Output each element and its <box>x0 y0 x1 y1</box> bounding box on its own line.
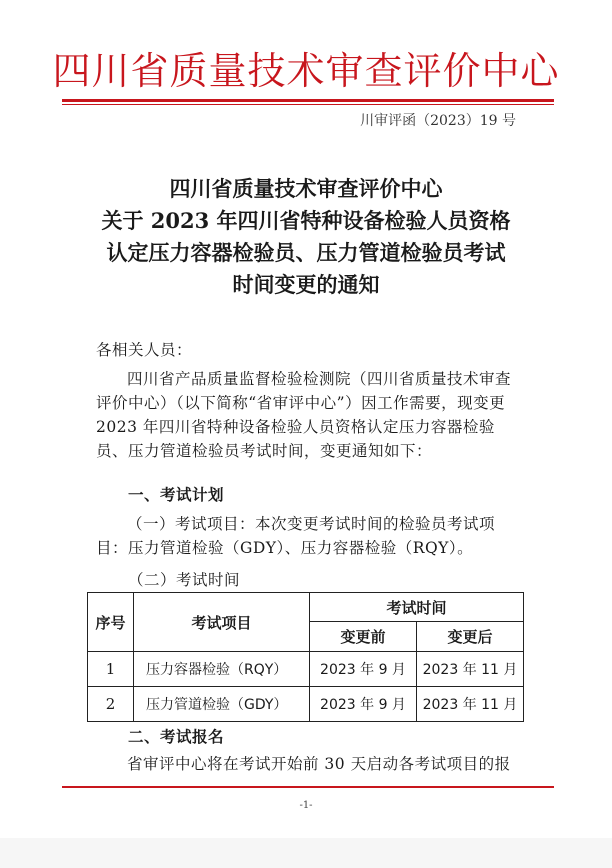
exam-schedule-table <box>87 592 524 722</box>
title-line-3: 认定压力容器检验员、压力管道检验员考试 <box>106 240 506 265</box>
row-after-date: 2023 年 11 月 <box>417 687 524 722</box>
scan-bottom-margin <box>0 838 612 868</box>
exam-time-subheading: （二）考试时间 <box>128 571 241 589</box>
document-number: 川审评函（2023）19 号 <box>360 113 516 129</box>
organization-letterhead: 四川省质量技术审查评价中心 <box>52 49 560 93</box>
row-before-date: 2023 年 9 月 <box>310 652 417 687</box>
title-line-2: 关于 2023 年四川省特种设备检验人员资格 <box>101 208 511 233</box>
header-before-change: 变更前 <box>310 622 417 652</box>
row-before-date: 2023 年 9 月 <box>310 687 417 722</box>
header-exam-item: 考试项目 <box>134 593 310 652</box>
title-line-4: 时间变更的通知 <box>232 272 380 297</box>
notice-title <box>0 173 612 301</box>
title-line-1: 四川省质量技术审查评价中心 <box>169 176 443 201</box>
row-exam-item: 压力容器检验（RQY） <box>134 652 310 687</box>
intro-paragraph-text: 四川省产品质量监督检验检测院（四川省质量技术审查评价中心）（以下简称“省审评中心”）因工作需要，现变更 2023 年四川省特种设备检验人员资格认定压力容器检验员、压力管道检验员考试时间，变更通知如下： <box>96 370 512 460</box>
header-after-change: 变更后 <box>417 622 524 652</box>
section-heading-registration: 二、考试报名 <box>128 727 225 746</box>
section-heading-exam-plan: 一、考试计划 <box>128 485 225 504</box>
row-exam-item: 压力管道检验（GDY） <box>134 687 310 722</box>
header-index: 序号 <box>88 593 134 652</box>
table-header-row <box>88 593 524 622</box>
intro-paragraph <box>96 367 524 463</box>
row-after-date: 2023 年 11 月 <box>417 652 524 687</box>
letterhead-rule-thin <box>62 104 554 105</box>
letterhead-rule-thick <box>62 99 554 102</box>
row-index: 2 <box>88 687 134 722</box>
table-row <box>88 687 524 722</box>
page-number: -1- <box>299 800 313 811</box>
exam-items-paragraph: （一）考试项目：本次变更考试时间的检验员考试项目：压力管道检验（GDY）、压力容器检验（RQY）。 <box>96 515 496 557</box>
header-exam-time: 考试时间 <box>310 593 524 622</box>
registration-paragraph: 省审评中心将在考试开始前 30 天启动各考试项目的报 <box>127 755 511 773</box>
footer-rule <box>62 786 554 788</box>
row-index: 1 <box>88 652 134 687</box>
salutation: 各相关人员： <box>96 341 193 359</box>
table-row <box>88 652 524 687</box>
